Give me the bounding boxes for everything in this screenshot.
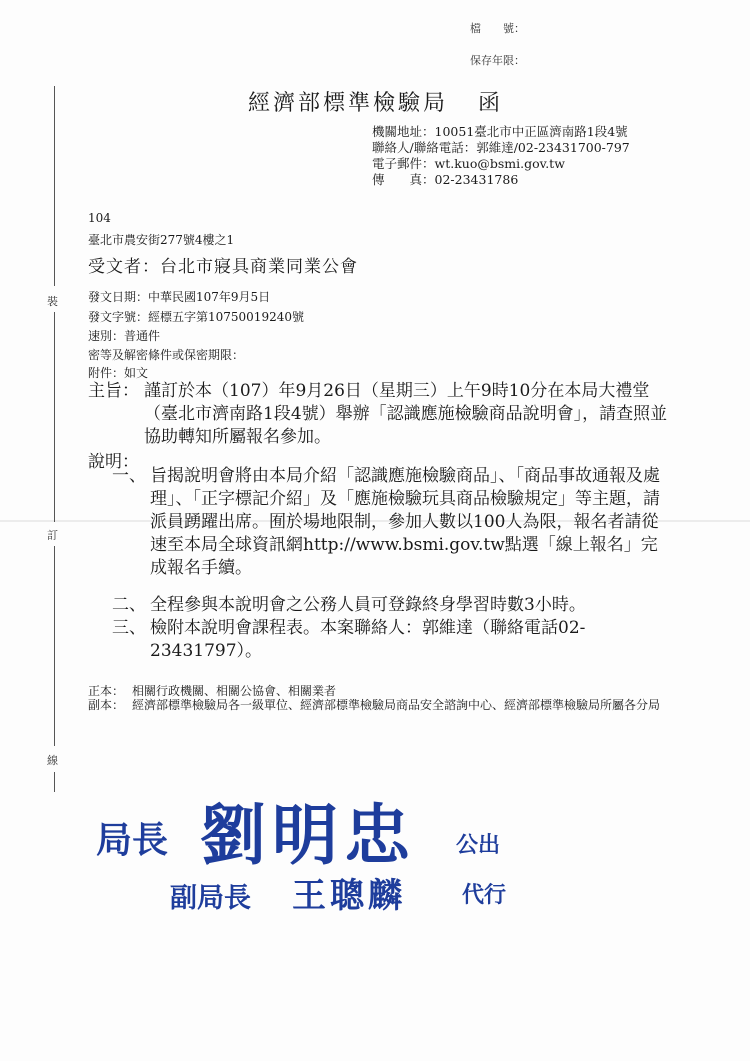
contact-fax [372, 172, 630, 188]
document-number: 發文字號：經標五字第10750019240號 [88, 310, 304, 324]
subject-text: 謹訂於本（107）年9月26日（星期三）上午9時10分在本局大禮堂（臺北市濟南路1段4號）舉辦「認識應施檢驗商品說明會」，請查照並協助轉知所屬報名參加。 [144, 381, 668, 447]
subject-section [88, 380, 668, 449]
explanation-item [112, 465, 672, 580]
contact-email-label: 電子郵件： [372, 156, 435, 171]
copy-recipients [88, 698, 678, 713]
contact-person-value: 郭維達/02-23431700-797 [476, 140, 630, 155]
binding-mark-ding: 訂 [47, 529, 58, 542]
item-text: 檢附本說明會課程表。本案聯絡人：郭維達（聯絡電話02-23431797）。 [150, 618, 586, 661]
secrecy-level: 密等及解密條件或保密期限： [88, 348, 245, 362]
item-number: 三、 [112, 618, 146, 638]
item-number: 二、 [112, 595, 146, 615]
item-text: 旨揭說明會將由本局介紹「認識應施檢驗商品」、「商品事故通報及處理」、「正字標記介紹」及「應施檢驗玩具商品檢驗規定」等主題，請派員踴躍出席。囿於場地限制，參加人數以100人為限，報名者請從速至本局全球資訊網http://www.bsmi.gov.tw點選「線上報名」完成報名手續。 [150, 466, 660, 578]
explanation-item [112, 617, 672, 663]
contact-block [372, 124, 630, 188]
agency-name: 經濟部標準檢驗局 [248, 91, 449, 116]
explanation-label: 說明： [88, 452, 139, 472]
archive-number-label: 檔 號： [470, 22, 525, 35]
binding-line-segment [54, 86, 55, 286]
contact-email [372, 156, 630, 172]
original-recipients [88, 684, 678, 699]
contact-person-label: 聯絡人/聯絡電話： [372, 140, 477, 155]
contact-fax-value: 02-23431786 [434, 172, 519, 187]
original-label: 正本： [88, 684, 125, 698]
seal-director-title: 局長 [96, 819, 169, 861]
seal-deputy-status: 代行 [462, 882, 507, 908]
copy-text: 經濟部標準檢驗局各一級單位、經濟部標準檢驗局商品安全諮詢中心、經濟部標準檢驗局所屬各分局 [132, 698, 661, 712]
copy-label: 副本： [88, 698, 125, 712]
retention-period-label: 保存年限： [470, 54, 525, 67]
binding-line-segment [54, 546, 55, 746]
explanation-item [112, 594, 672, 617]
seal-deputy-title: 副局長 [170, 883, 251, 914]
document-kind: 函 [478, 91, 504, 116]
seal-director-name: 劉明忠 [200, 796, 416, 874]
item-text: 全程參與本說明會之公務人員可登錄終身學習時數3小時。 [150, 595, 586, 615]
seal-director-status: 公出 [456, 832, 501, 858]
item-number: 一、 [112, 466, 146, 486]
recipient-line: 受文者：台北市寢具商業同業公會 [88, 257, 358, 277]
recipient-address: 臺北市農安街277號4樓之1 [88, 233, 235, 247]
contact-address-label: 機關地址： [372, 124, 435, 139]
contact-email-value: wt.kuo@bsmi.gov.tw [434, 156, 565, 171]
binding-mark-zhuang: 裝 [47, 295, 58, 308]
urgency: 速別：普通件 [88, 329, 161, 343]
recipient-zip: 104 [88, 211, 111, 225]
contact-address-value: 10051臺北市中正區濟南路1段4號 [434, 124, 628, 139]
contact-person [372, 140, 630, 156]
binding-line-segment [54, 312, 55, 522]
binding-line-segment [54, 772, 55, 792]
contact-fax-label: 傳 真： [372, 172, 435, 187]
binding-mark-xian: 線 [47, 754, 58, 767]
seal-deputy-name: 王聰麟 [292, 876, 406, 916]
subject-label: 主旨： [88, 381, 139, 401]
contact-address [372, 124, 630, 140]
original-text: 相關行政機關、相關公協會、相關業者 [132, 684, 337, 698]
issue-date: 發文日期：中華民國107年9月5日 [88, 290, 271, 304]
attachment-note: 附件：如文 [88, 366, 149, 380]
document-title [248, 86, 503, 117]
